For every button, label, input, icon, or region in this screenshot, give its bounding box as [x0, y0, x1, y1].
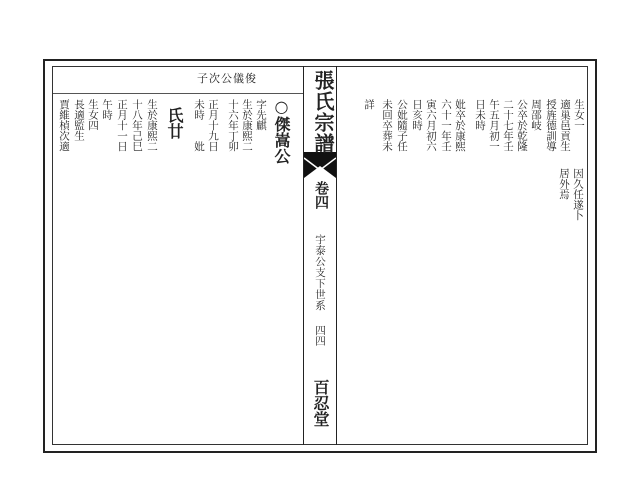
entry-column: 午五月初一 [488, 99, 500, 152]
branch-label: 宇泰公支下世系 [314, 234, 326, 311]
heading-char: 公 [221, 72, 233, 85]
entry-column: 妣卒於康熙 [454, 99, 466, 152]
annotation-column: 因久任遂卜 [572, 168, 584, 221]
entry-column: 生於康熙二 [241, 99, 253, 152]
heading-char: 次 [209, 72, 221, 85]
annotation-column: 居外焉 [558, 168, 570, 200]
entry-column: 生女一 [573, 99, 585, 131]
banxin-left-rule [303, 66, 304, 445]
entry-column: 午時 [101, 99, 113, 120]
left-page-heading [197, 70, 297, 86]
entry-column: 六十一年壬 [440, 99, 452, 152]
fish-tail-ornament [304, 152, 336, 178]
entry-column: 十八年己巳 [131, 99, 143, 152]
heading-char: 子 [197, 72, 209, 85]
entry-column: 詳 [363, 99, 375, 110]
entry-column: 日未時 [474, 99, 486, 131]
entry-column: 公妣隨子任 [396, 99, 408, 152]
entry-column: 字先麒 [255, 99, 267, 131]
entry-column: 未回卒葬未 [381, 99, 393, 152]
book-title: 張氏宗譜 [311, 70, 335, 154]
entry-column: 十六年丁卯 [227, 99, 239, 152]
entry-column: 長適監生 [73, 99, 85, 141]
page-number: 四四 [314, 325, 326, 346]
entry-column: 未時 妣 [193, 99, 205, 152]
wife-name: 氏廿 [165, 107, 184, 139]
entry-column: 適巢邑貢生 [559, 99, 571, 152]
hall-name: 百忍堂 [311, 379, 330, 427]
entry-column: 生女四 [87, 99, 99, 131]
entry-column: 日亥時 [411, 99, 423, 131]
ancestor-name: ○傑嵩公 [272, 97, 291, 164]
entry-column: 賈維楨次適 [58, 99, 70, 152]
heading-char: 儀 [233, 72, 245, 85]
left-page-heading-rule [53, 93, 303, 94]
entry-column: 寅六月初六 [425, 99, 437, 152]
entry-column: 生於康熙二 [146, 99, 158, 152]
entry-column: 授旌德訓導 [545, 99, 557, 152]
volume-label: 卷四 [313, 181, 329, 209]
heading-char: 俊 [245, 72, 257, 85]
entry-column: 二十七年壬 [502, 99, 514, 152]
entry-column: 周邵岐 [530, 99, 542, 131]
entry-column: 正月十一日 [116, 99, 128, 152]
entry-column: 公卒於乾隆 [516, 99, 528, 152]
entry-column: 正月十九日 [207, 99, 219, 152]
